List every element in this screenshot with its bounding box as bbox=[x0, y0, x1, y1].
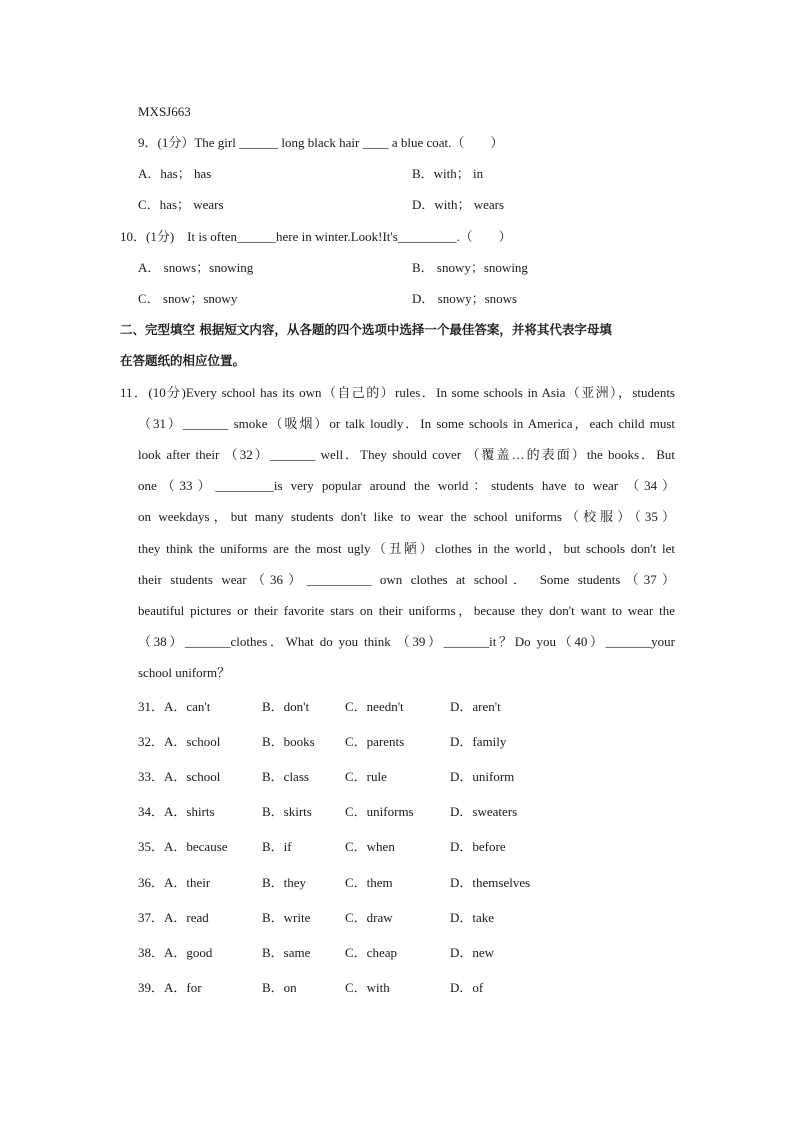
choice-c: C．them bbox=[345, 875, 393, 890]
section-2-heading: 二、完型填空 根据短文内容，从各题的四个选项中选择一个最佳答案，并将其代表字母填 bbox=[120, 322, 612, 337]
passage-line: beautiful pictures or their favorite stars on their uniforms，because they don't want to wear the bbox=[138, 603, 675, 618]
choice-b: B．same bbox=[262, 945, 311, 960]
question-9-option-d: D．with； wears bbox=[412, 197, 505, 212]
passage-line: （31）_______ smoke（吸烟）or talk loudly．In some schools in America，each child must bbox=[138, 416, 675, 431]
choice-a: 31．A．can't bbox=[138, 699, 211, 714]
choice-c: C．parents bbox=[345, 734, 405, 749]
question-9-stem: 9．(1分）The girl ______ long black hair ____ a blue coat.（ ） bbox=[138, 135, 504, 150]
choice-b: B．on bbox=[262, 980, 297, 995]
choice-c: C．draw bbox=[345, 910, 393, 925]
choice-b: B．skirts bbox=[262, 804, 312, 819]
passage-line: school uniform？ bbox=[138, 665, 231, 680]
choice-b: B．they bbox=[262, 875, 307, 890]
choice-d: D．of bbox=[450, 980, 484, 995]
choice-d: D．new bbox=[450, 945, 495, 960]
choice-c: C．needn't bbox=[345, 699, 404, 714]
question-10-stem: 10．(1分) It is often______here in winter.Look!It's_________.（ ） bbox=[120, 229, 512, 244]
choice-d: D．before bbox=[450, 839, 506, 854]
choice-d: D．take bbox=[450, 910, 495, 925]
choice-c: C．cheap bbox=[345, 945, 397, 960]
passage-line: they think the uniforms are the most ugly（丑陋）clothes in the world，but schools don't let bbox=[138, 541, 675, 556]
choice-d: D．sweaters bbox=[450, 804, 518, 819]
choice-a: 32．A．school bbox=[138, 734, 221, 749]
passage-line: their students wear（36）__________ own clothes at school． Some students（37） bbox=[138, 572, 675, 587]
question-10-option-b: B． snowy；snowing bbox=[412, 260, 528, 275]
choice-a: 34．A．shirts bbox=[138, 804, 215, 819]
passage-line: on weekdays，but many students don't like to wear the school uniforms（校服）（35） bbox=[138, 509, 675, 524]
choice-a: 35．A．because bbox=[138, 839, 228, 854]
choice-d: D．uniform bbox=[450, 769, 515, 784]
choice-c: C．with bbox=[345, 980, 390, 995]
choice-d: D．family bbox=[450, 734, 507, 749]
choice-d: D．themselves bbox=[450, 875, 531, 890]
choice-b: B．write bbox=[262, 910, 311, 925]
choice-b: B．books bbox=[262, 734, 315, 749]
section-2-heading-cont: 在答题纸的相应位置。 bbox=[120, 353, 246, 368]
passage-line: one（33）_________is very popular around the world：students have to wear （34） bbox=[138, 478, 675, 493]
document-code: MXSJ663 bbox=[138, 104, 191, 119]
question-9-option-a: A．has； has bbox=[138, 166, 212, 181]
choice-c: C．rule bbox=[345, 769, 387, 784]
choice-b: B．class bbox=[262, 769, 309, 784]
choice-a: 33．A．school bbox=[138, 769, 221, 784]
choice-a: 39．A．for bbox=[138, 980, 202, 995]
choice-b: B．if bbox=[262, 839, 292, 854]
question-9-option-b: B．with； in bbox=[412, 166, 484, 181]
passage-line: 11．(10分)Every school has its own（自己的）rules．In some schools in Asia（亚洲），students bbox=[120, 385, 675, 400]
choice-d: D．aren't bbox=[450, 699, 501, 714]
question-10-option-d: D． snowy；snows bbox=[412, 291, 518, 306]
question-9-option-c: C．has； wears bbox=[138, 197, 224, 212]
question-10-option-c: C． snow；snowy bbox=[138, 291, 238, 306]
choice-c: C．when bbox=[345, 839, 395, 854]
choice-a: 37．A．read bbox=[138, 910, 209, 925]
choice-a: 36．A．their bbox=[138, 875, 211, 890]
choice-a: 38．A．good bbox=[138, 945, 213, 960]
choice-b: B．don't bbox=[262, 699, 310, 714]
question-10-option-a: A． snows；snowing bbox=[138, 260, 254, 275]
passage-line: look after their （32）_______ well．They should cover （覆盖…的表面）the books．But bbox=[138, 447, 675, 462]
choice-c: C．uniforms bbox=[345, 804, 414, 819]
passage-line: （38）_______clothes．What do you think （39）_______it？Do you（40）_______your bbox=[138, 634, 675, 649]
